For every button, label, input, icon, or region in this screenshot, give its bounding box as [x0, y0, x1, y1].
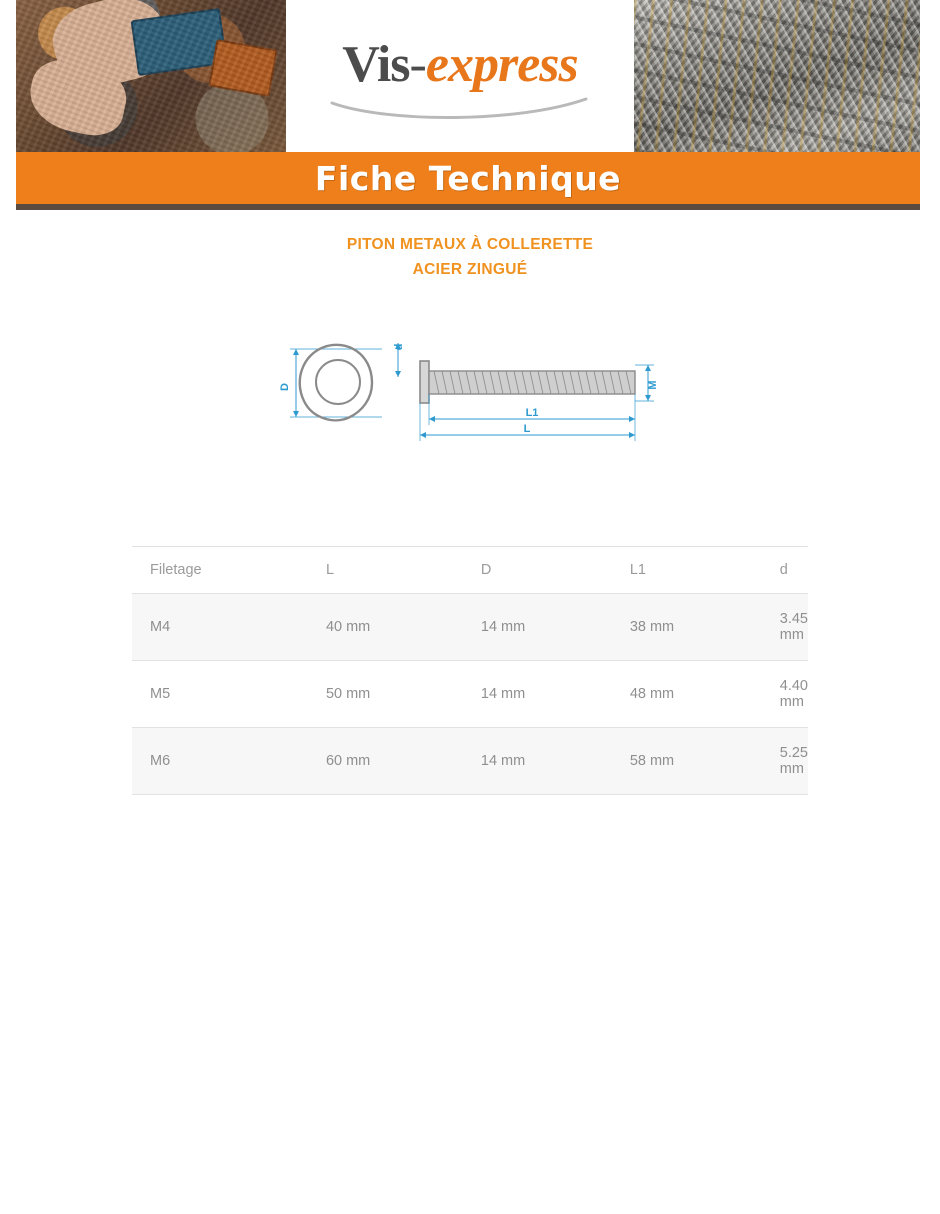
- table-head: [132, 547, 808, 594]
- logo-text-vis: Vis: [342, 36, 410, 93]
- technical-drawing: [250, 325, 690, 450]
- eye-ring-outer-2: [350, 383, 372, 417]
- table-row: [132, 661, 808, 728]
- cell-d-upper: 14 mm: [463, 661, 612, 728]
- cell-d-upper: 14 mm: [463, 594, 612, 661]
- logo-text: [310, 36, 610, 93]
- dim-label-M: M: [647, 380, 659, 390]
- header-banner: [16, 0, 920, 152]
- product-title-line-2: ACIER ZINGUÉ: [412, 261, 528, 278]
- workbench-photo-texture: [16, 0, 286, 152]
- dim-label-d: d: [393, 343, 405, 351]
- column-header-d-lower: d: [762, 547, 808, 594]
- cell-d-lower: 4.40 mm: [762, 661, 808, 728]
- product-title-line-1: PITON METAUX À COLLERETTE: [346, 236, 594, 253]
- cell-filetage: M5: [132, 661, 308, 728]
- table-row: [132, 594, 808, 661]
- screws-pile-photo: [634, 0, 920, 152]
- screws-pile-texture: [634, 0, 920, 152]
- table-body: [132, 594, 808, 795]
- fiche-technique-title: Fiche Technique: [314, 158, 622, 198]
- dim-label-L: L: [523, 423, 531, 435]
- cell-l1: 58 mm: [612, 728, 762, 795]
- fiche-technique-bar: [16, 152, 920, 210]
- vis-express-logo: [310, 21, 610, 131]
- eye-ring-inner: [316, 360, 360, 404]
- cell-filetage: M4: [132, 594, 308, 661]
- column-header-d-upper: D: [463, 547, 612, 594]
- cell-filetage: M6: [132, 728, 308, 795]
- eye-bolt-diagram: [250, 325, 690, 450]
- hand-shape: [24, 53, 132, 141]
- logo-swoosh-icon: [328, 97, 592, 123]
- cell-d-lower: 5.25 mm: [762, 728, 808, 795]
- column-header-l: L: [308, 547, 463, 594]
- column-header-filetage: Filetage: [132, 547, 308, 594]
- table-row: [132, 728, 808, 795]
- column-header-l1: L1: [612, 547, 762, 594]
- specifications-table: [132, 546, 808, 795]
- product-title: [0, 232, 940, 282]
- cell-d-upper: 14 mm: [463, 728, 612, 795]
- logo-text-express: express: [425, 36, 578, 93]
- dim-label-L1: L1: [525, 407, 539, 419]
- cell-d-lower: 3.45 mm: [762, 594, 808, 661]
- logo-area: [286, 0, 634, 152]
- table-header-row: [132, 547, 808, 594]
- cell-l1: 48 mm: [612, 661, 762, 728]
- cell-l: 60 mm: [308, 728, 463, 795]
- hand-shape: [46, 0, 175, 96]
- cell-l: 40 mm: [308, 594, 463, 661]
- collar-shape: [420, 361, 429, 403]
- cell-l: 50 mm: [308, 661, 463, 728]
- dim-label-D: D: [279, 383, 291, 391]
- workbench-photo: [16, 0, 286, 152]
- tool-shape: [208, 39, 277, 97]
- logo-text-dash: -: [409, 36, 426, 93]
- cell-l1: 38 mm: [612, 594, 762, 661]
- toolbox-shape: [131, 8, 228, 76]
